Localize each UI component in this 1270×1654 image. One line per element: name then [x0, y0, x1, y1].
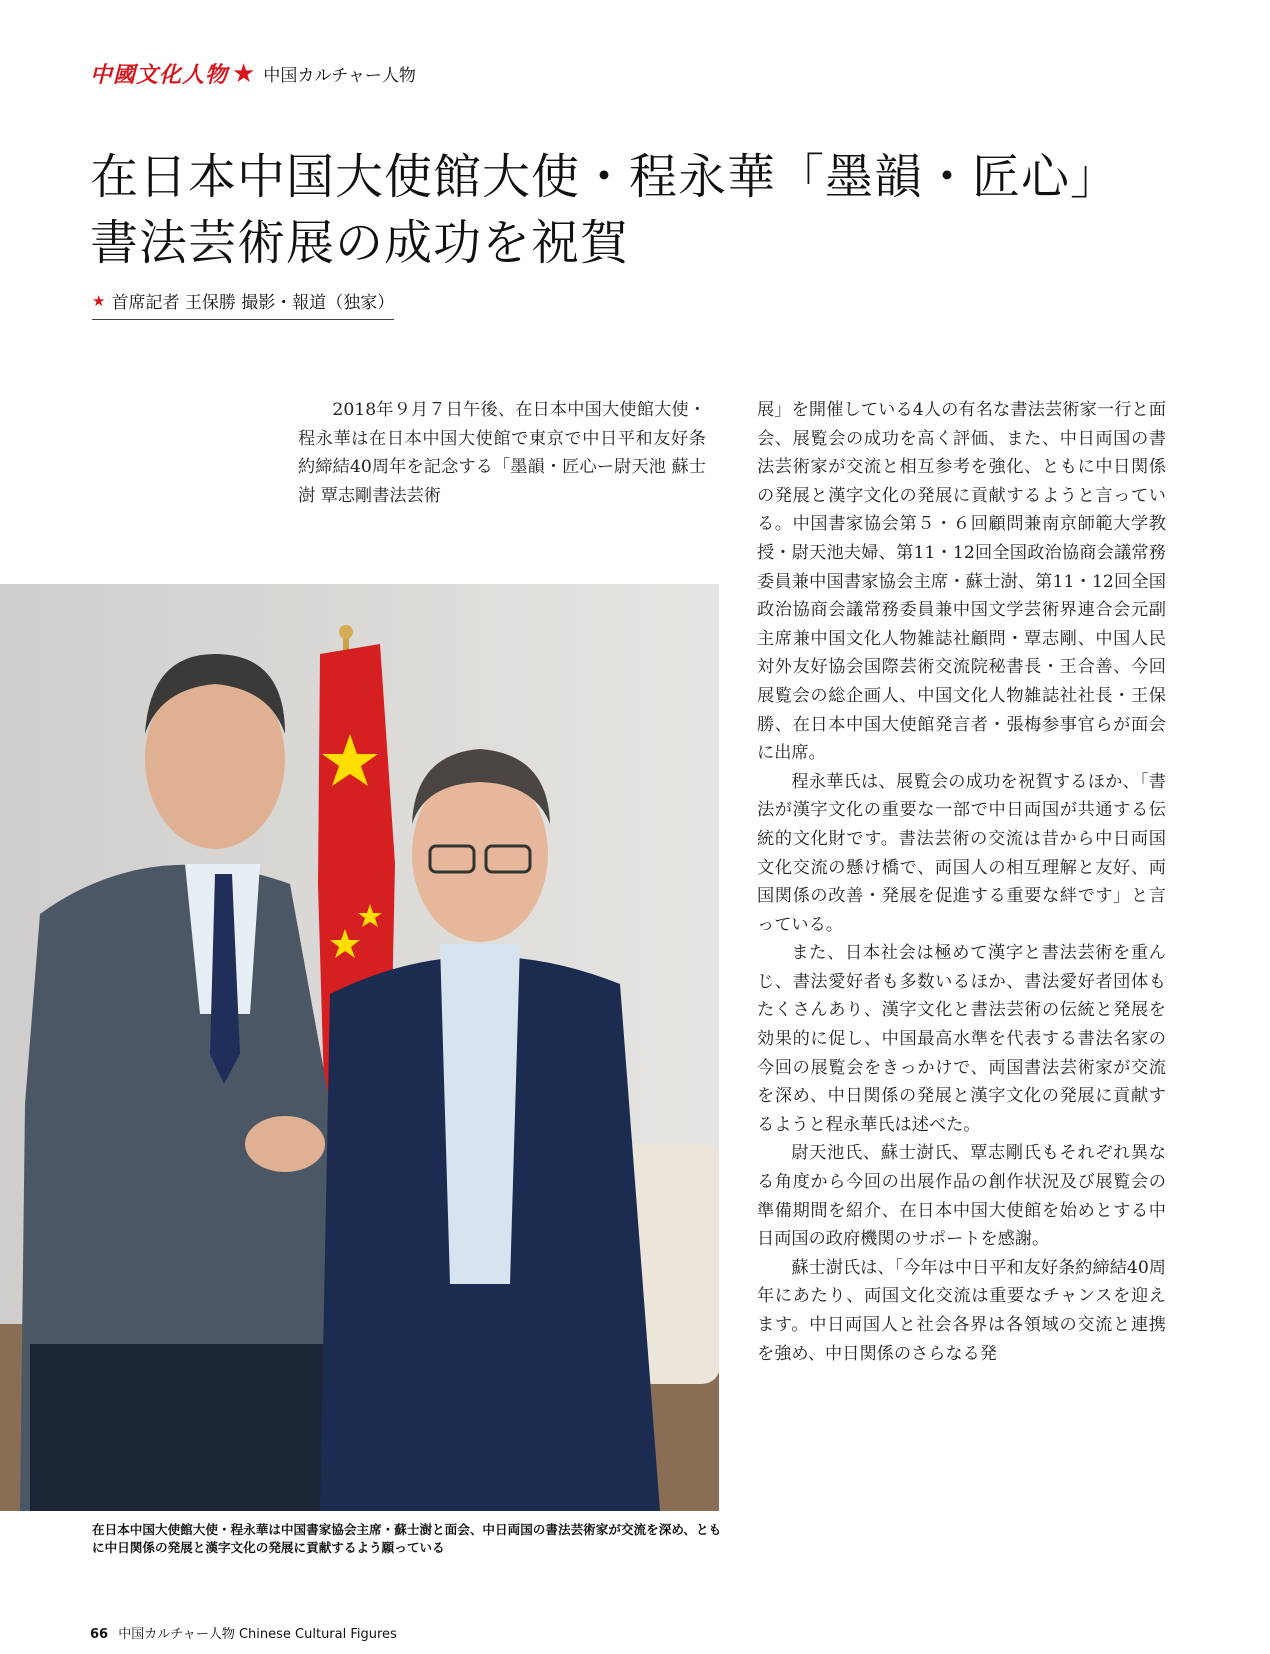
- article-column-1: [298, 396, 706, 510]
- paragraph: また、日本社会は極めて漢字と書法芸術を重んじ、書法愛好者も多数いるほか、書法愛好者団体もたくさんあり、漢字文化と書法芸術の伝統と発展を効果的に促し、中国最高水準を代表する書法名家の今回の展覧会をきっかけで、両国書法芸術家が交流を深め、中日関係の発展と漢字文化の発展に貢献するようと程永華氏は述べた。: [757, 943, 1166, 1135]
- magazine-header: [90, 58, 416, 89]
- paragraph: 2018年９月７日午後、在日本中国大使館大使・程永華は在日本中国大使館で東京で中日平和友好条約締結40周年を記念する「墨韻・匠心ー尉天池 蘇士澍 覃志剛書法芸術: [298, 400, 706, 506]
- byline-text: 首席記者 王保勝 撮影・報道（独家）: [111, 293, 395, 313]
- paragraph: 尉天池氏、蘇士澍氏、覃志剛氏もそれぞれ異なる角度から今回の出展作品の創作状況及び展覧会の準備期間を紹介、在日本中国大使館を始めとする中日両国の政府機関のサポートを感謝。: [757, 1143, 1166, 1250]
- photo-caption: 在日本中国大使館大使・程永華は中国書家協会主席・蘇士澍と面会、中日両国の書法芸術家が交流を深め、ともに中日関係の発展と漢字文化の発展に貢献するよう願っている: [92, 1522, 722, 1555]
- article-column-2: [757, 396, 1166, 1368]
- star-icon: ★: [92, 291, 106, 310]
- section-label: 中国カルチャー人物: [263, 66, 416, 86]
- article-photo: [0, 584, 719, 1511]
- paragraph: 展」を開催している4人の有名な書法芸術家一行と面会、展覧会の成功を高く評価、また、中日両国の書法芸術家が交流と相互参考を強化、ともに中日関係の発展と漢字文化の発展に貢献するようと言っている。中国書家協会第５・６回顧問兼南京師範大学教授・尉天池夫婦、第11・12回全国政治協商会議常務委員兼中国書家協会主席・蘇士澍、第11・12回全国政治協商会議常務委員兼中国文学芸術界連合会元副主席兼中国文化人物雑誌社顧問・覃志剛、中国人民対外友好協会国際芸術交流院秘書長・王合善、今回展覧会の総企画人、中国文化人物雑誌社社長・王保勝、在日本中国大使館発言者・張梅参事官らが面会に出席。: [757, 400, 1166, 764]
- article-title: [90, 144, 1200, 276]
- page-footer: [90, 1623, 397, 1642]
- magazine-name: 中国カルチャー人物 Chinese Cultural Figures: [118, 1627, 397, 1642]
- article-title-line1: 在日本中国大使館大使・程永華「墨韻・匠心」: [90, 149, 1120, 205]
- paragraph: 程永華氏は、展覧会の成功を祝賀するほか、「書法が漢字文化の重要な一部で中日両国が共通する伝統的文化財です。書法芸術の交流は昔から中日両国文化交流の懸け橋で、両国人の相互理解と友好、両国関係の改善・発展を促進する重要な絆です」と言っている。: [757, 771, 1166, 935]
- brand-logo: 中國文化人物: [90, 62, 229, 88]
- star-icon: ★: [232, 58, 256, 89]
- paragraph: 蘇士澍氏は、「今年は中日平和友好条約締結40周年にあたり、両国文化交流は重要なチャンスを迎えます。中日両国人と社会各界は各領域の交流と連携を強め、中日関係のさらなる発: [757, 1257, 1166, 1364]
- page-number: 66: [90, 1627, 109, 1642]
- byline: [92, 288, 394, 320]
- article-title-line2: 書法芸術展の成功を祝賀: [90, 215, 630, 271]
